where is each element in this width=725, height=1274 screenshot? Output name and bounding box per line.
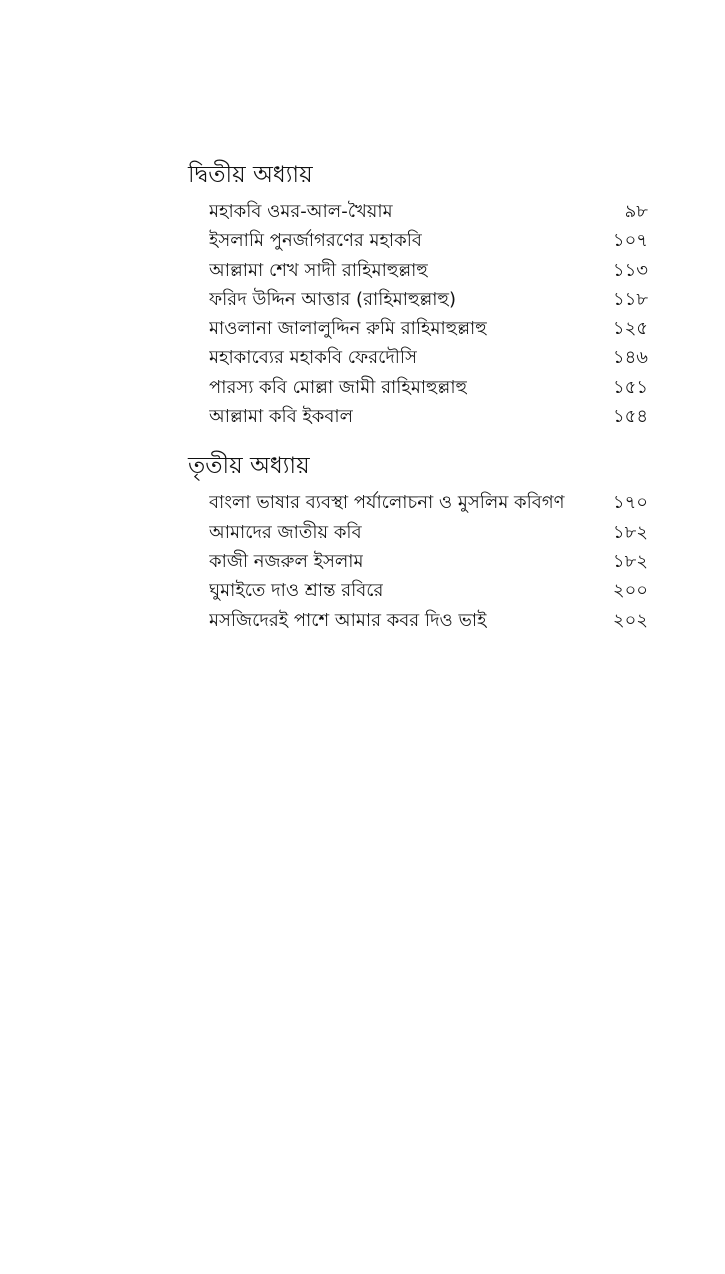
entry-title: আল্লামা কবি ইকবাল	[209, 406, 354, 428]
entry-page-number: ১১৮	[612, 288, 648, 310]
entry-title: আমাদের জাতীয় কবি	[209, 521, 362, 543]
chapter-two-section	[188, 158, 648, 431]
entry-page-number: ১২৫	[612, 318, 648, 340]
toc-entry[interactable]	[209, 285, 648, 314]
toc-entry[interactable]	[209, 606, 648, 635]
toc-entry[interactable]	[209, 226, 648, 255]
toc-entry[interactable]	[209, 314, 648, 343]
entry-page-number: ১০৭	[612, 230, 648, 252]
entry-page-number: ১১৩	[612, 259, 648, 281]
entry-page-number: ৯৮	[624, 201, 648, 222]
toc-entry[interactable]	[209, 373, 648, 402]
entry-title: ফরিদ উদ্দিন আত্তার (রাহিমাহুল্লাহু)	[209, 288, 457, 310]
section-title: দ্বিতীয় অধ্যায়	[188, 162, 313, 188]
entry-page-number: ১৮২	[612, 521, 648, 543]
toc-entry[interactable]	[209, 518, 648, 547]
entry-page-number: ২০০	[612, 580, 648, 602]
entry-title: ঘুমাইতে দাও শ্রান্ত রবিরে	[209, 580, 384, 602]
toc-entry[interactable]	[209, 402, 648, 431]
entry-page-number: ১৫৪	[612, 406, 648, 428]
entry-page-number: ১৪৬	[612, 347, 648, 369]
entry-title: মাওলানা জালালুদ্দিন রুমি রাহিমাহুল্লাহু	[209, 318, 487, 340]
toc-entry[interactable]	[209, 256, 648, 285]
entry-page-number: ২০২	[612, 609, 648, 631]
chapter-three-section	[188, 449, 648, 634]
toc-entry[interactable]	[209, 547, 648, 576]
toc-entry[interactable]	[209, 343, 648, 372]
entry-title: মসজিদেরই পাশে আমার কবর দিও ভাই	[209, 609, 487, 631]
entry-title: মহাকাব্যের মহাকবি ফেরদৌসি	[209, 347, 417, 369]
entry-page-number: ১৫১	[612, 376, 648, 398]
toc-entry[interactable]	[209, 576, 648, 605]
entry-title: বাংলা ভাষার ব্যবস্থা পর্যালোচনা ও মুসলিম কবিগণ	[209, 492, 565, 514]
entry-list	[188, 488, 648, 634]
table-of-contents	[188, 158, 648, 635]
entry-title: আল্লামা শেখ সাদী রাহিমাহুল্লাহু	[209, 259, 428, 281]
entry-title: ইসলামি পুনর্জাগরণের মহাকবি	[209, 230, 422, 252]
entry-title: কাজী নজরুল ইসলাম	[209, 550, 364, 572]
entry-list	[188, 197, 648, 431]
toc-entry[interactable]	[209, 488, 648, 517]
section-title: তৃতীয় অধ্যায়	[188, 453, 310, 480]
entry-page-number: ১৭০	[612, 492, 648, 514]
toc-entry[interactable]	[209, 197, 648, 226]
entry-title: মহাকবি ওমর-আল-খৈয়াম	[209, 201, 393, 222]
entry-page-number: ১৮২	[612, 550, 648, 572]
entry-title: পারস্য কবি মোল্লা জামী রাহিমাহুল্লাহু	[209, 376, 468, 398]
